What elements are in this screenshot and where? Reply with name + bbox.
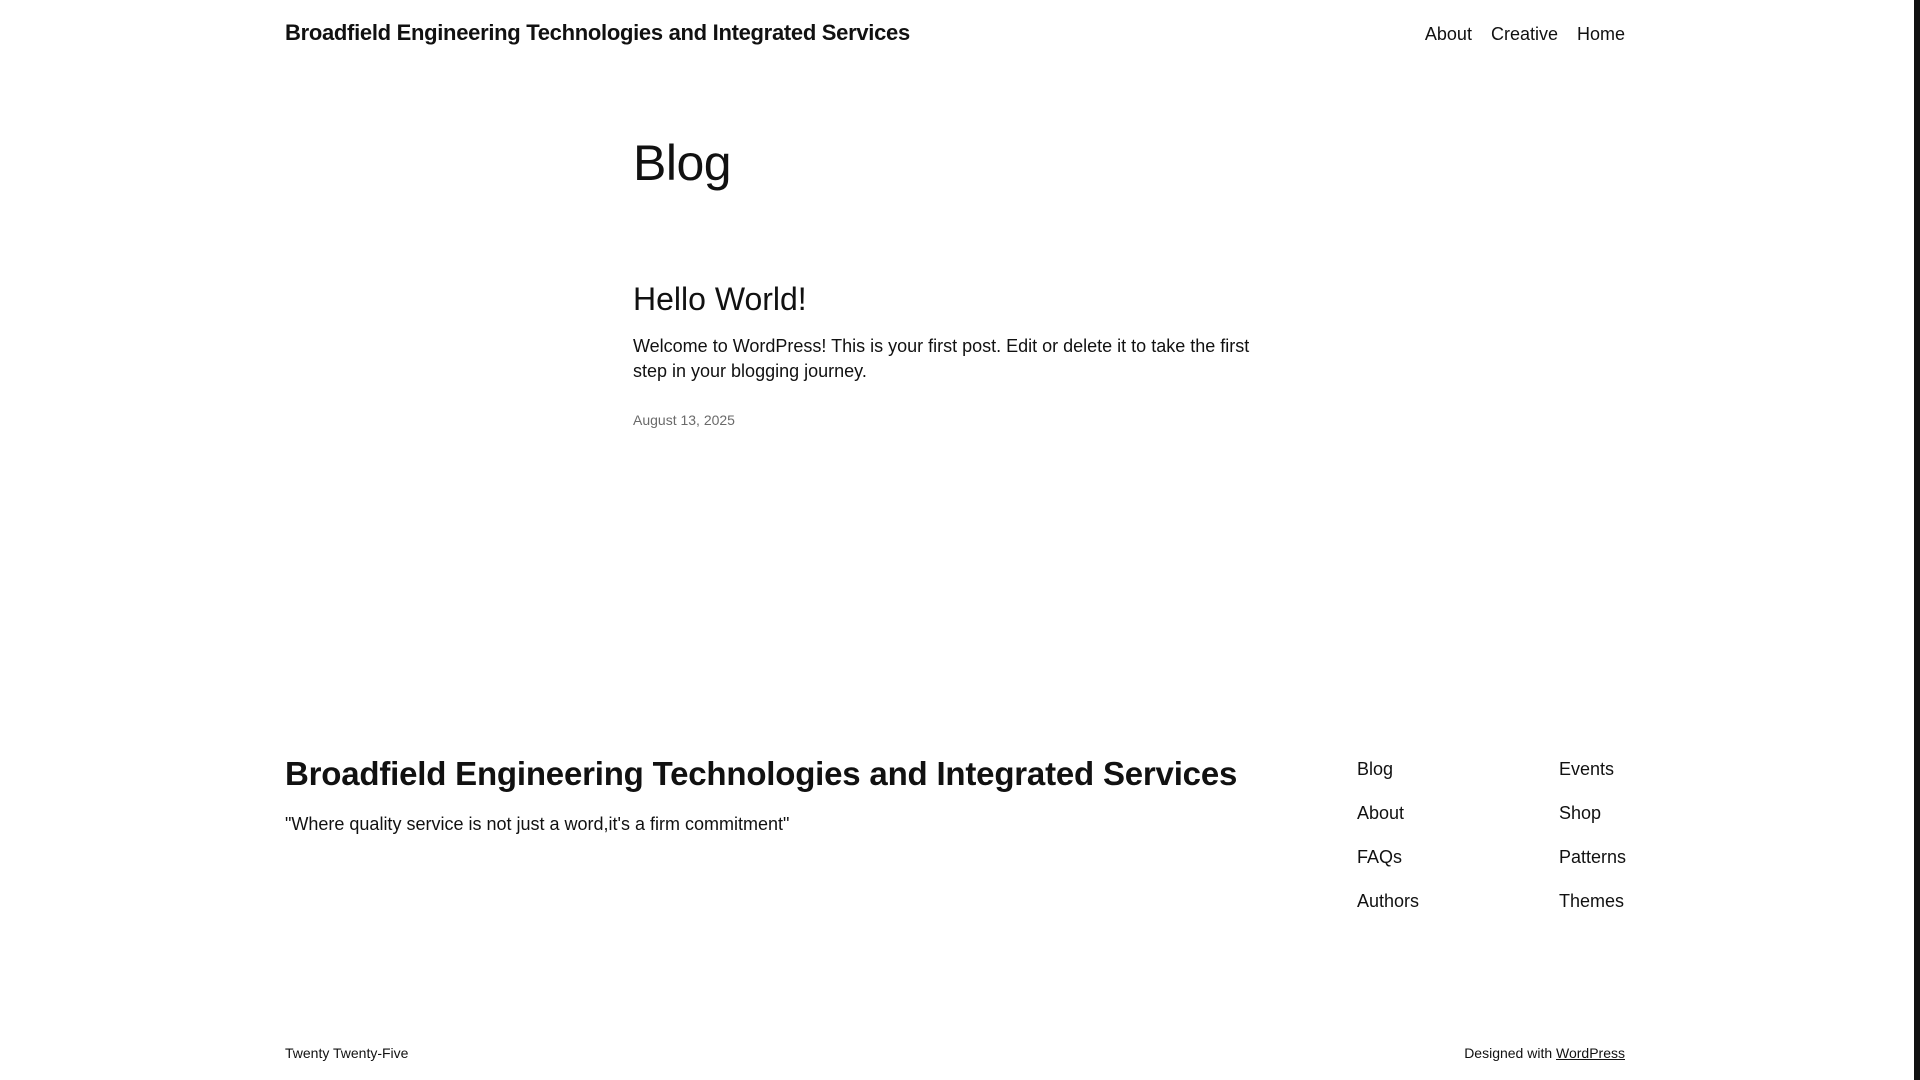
post-item [633,280,1263,428]
footer-link-about[interactable]: About [1357,803,1405,823]
nav-item-creative[interactable]: Creative [1490,24,1558,44]
footer-link-faqs[interactable]: FAQs [1357,847,1403,867]
site-title-link[interactable]: Broadfield Engineering Technologies and Integrated Services [285,20,910,45]
post-title [633,280,1263,318]
footer-link-shop[interactable]: Shop [1559,803,1602,823]
designed-with-text: Designed with [1464,1045,1553,1061]
main-navigation [1425,24,1625,45]
footer-link-blog[interactable]: Blog [1357,759,1394,779]
footer-nav-column-2 [1559,758,1626,912]
nav-item-about[interactable]: About [1424,24,1472,44]
footer-tagline: "Where quality service is not just a word,it's a firm commitment" [285,814,790,834]
footer-link-authors[interactable]: Authors [1357,891,1420,911]
footer-link-themes[interactable]: Themes [1559,891,1625,911]
footer-link-events[interactable]: Events [1559,759,1615,779]
wordpress-link[interactable]: WordPress [1556,1045,1625,1061]
designed-with-credit [1464,1045,1625,1061]
footer-link-patterns[interactable]: Patterns [1559,847,1627,867]
post-excerpt: Welcome to WordPress! This is your first post. Edit or delete it to take the first step in your blogging journey. [633,336,1250,382]
post-title-link[interactable]: Hello World! [633,281,807,317]
page-title: Blog [633,135,732,191]
window-scrollbar[interactable] [1914,0,1920,1080]
theme-credit: Twenty Twenty-Five [285,1045,409,1061]
footer-nav-column-1 [1357,758,1419,912]
nav-item-home[interactable]: Home [1576,24,1625,44]
footer-site-title[interactable]: Broadfield Engineering Technologies and Integrated Services [285,755,1238,792]
post-date: August 13, 2025 [633,412,735,429]
